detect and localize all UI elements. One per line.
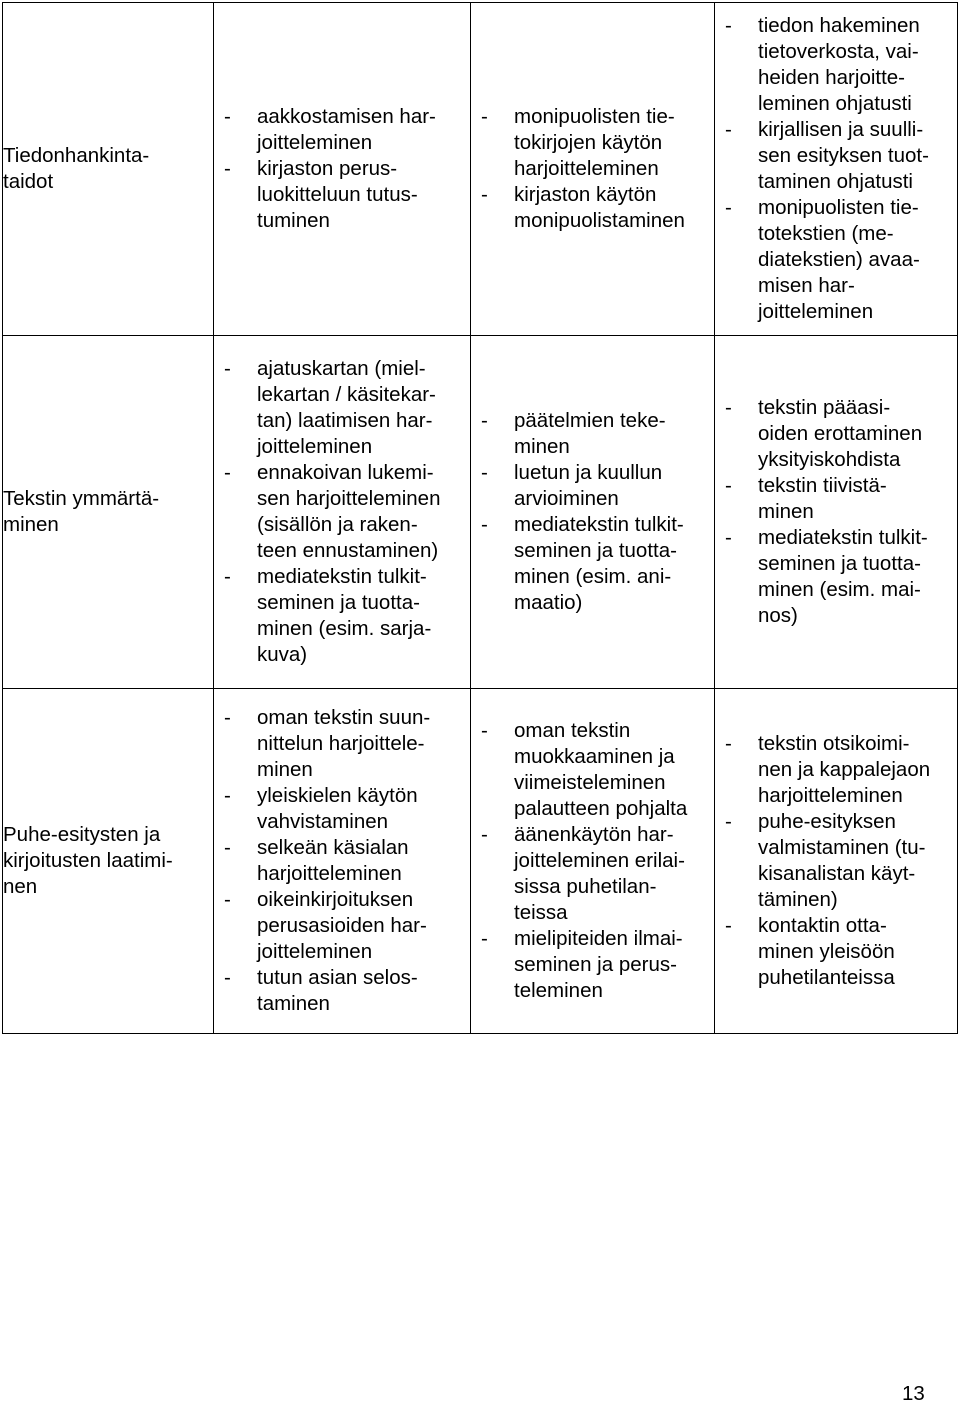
item-list	[214, 104, 470, 234]
list-item	[471, 182, 714, 234]
table-row	[3, 689, 958, 1034]
list-item	[214, 356, 470, 460]
bullet-dash: -	[725, 196, 732, 219]
list-item	[471, 926, 714, 1004]
list-item	[214, 835, 470, 887]
table-cell	[471, 689, 715, 1034]
bullet-dash: -	[224, 836, 231, 859]
table-cell	[715, 689, 958, 1034]
list-item	[214, 783, 470, 835]
table-cell	[715, 3, 958, 336]
item-text: mediatekstin tulkit- seminen ja tuotta- minen (esim. sarja- kuva)	[257, 565, 432, 666]
item-list	[715, 731, 957, 991]
table-row	[3, 336, 958, 689]
bullet-dash: -	[224, 357, 231, 380]
list-item	[715, 13, 957, 117]
item-text: ennakoivan lukemi- sen harjoitteleminen (sisällön ja raken- teen ennustaminen)	[257, 461, 441, 562]
item-text: mielipiteiden ilmai- seminen ja perus- teleminen	[514, 927, 683, 1002]
list-item	[715, 809, 957, 913]
list-item	[715, 525, 957, 629]
bullet-dash: -	[725, 526, 732, 549]
item-list	[715, 395, 957, 629]
item-text: päätelmien teke- minen	[514, 409, 666, 458]
list-item	[471, 460, 714, 512]
bullet-dash: -	[224, 461, 231, 484]
bullet-dash: -	[725, 396, 732, 419]
row-label: Tiedonhankinta- taidot	[3, 3, 214, 336]
item-text: monipuolisten tie- totekstien (me- diatekstien) avaa- misen har- joitteleminen	[758, 196, 920, 323]
bullet-dash: -	[481, 461, 488, 484]
table-cell	[715, 336, 958, 689]
item-text: oman tekstin suun- nittelun harjoittele- minen	[257, 706, 431, 781]
bullet-dash: -	[224, 105, 231, 128]
list-item	[214, 104, 470, 156]
item-list	[471, 104, 714, 234]
table-cell	[214, 3, 471, 336]
bullet-dash: -	[224, 966, 231, 989]
list-item	[715, 117, 957, 195]
item-text: monipuolisten tie- tokirjojen käytön harjoitteleminen	[514, 105, 675, 180]
bullet-dash: -	[725, 14, 732, 37]
item-text: tiedon hakeminen tietoverkosta, vai- heiden harjoitte- leminen ohjatusti	[758, 14, 920, 115]
table-cell	[471, 336, 715, 689]
list-item	[471, 408, 714, 460]
bullet-dash: -	[481, 823, 488, 846]
item-text: selkeän käsialan harjoitteleminen	[257, 836, 409, 885]
list-item	[214, 156, 470, 234]
row-label: Tekstin ymmärtä- minen	[3, 336, 214, 689]
item-text: kirjaston perus- luokitteluun tutus- tuminen	[257, 157, 418, 232]
list-item	[715, 395, 957, 473]
item-text: oikeinkirjoituksen perusasioiden har- joitteleminen	[257, 888, 427, 963]
item-list	[214, 356, 470, 668]
list-item	[214, 965, 470, 1017]
item-list	[471, 718, 714, 1004]
item-text: aakkostamisen har- joitteleminen	[257, 105, 436, 154]
bullet-dash: -	[481, 513, 488, 536]
item-text: tekstin pääasi- oiden erottaminen yksityiskohdista	[758, 396, 923, 471]
bullet-dash: -	[224, 565, 231, 588]
item-text: äänenkäytön har- joitteleminen erilai- sissa puhetilan- teissa	[514, 823, 685, 924]
bullet-dash: -	[725, 810, 732, 833]
item-text: tekstin otsikoimi- nen ja kappalejaon harjoitteleminen	[758, 732, 931, 807]
bullet-dash: -	[725, 914, 732, 937]
list-item	[214, 564, 470, 668]
item-text: tekstin tiivistä- minen	[758, 474, 887, 523]
list-item	[214, 887, 470, 965]
list-item	[715, 195, 957, 325]
item-text: kontaktin otta- minen yleisöön puhetilanteissa	[758, 914, 895, 989]
bullet-dash: -	[725, 732, 732, 755]
item-text: yleiskielen käytön vahvistaminen	[257, 784, 418, 833]
bullet-dash: -	[481, 927, 488, 950]
bullet-dash: -	[481, 105, 488, 128]
page-number: 13	[902, 1382, 925, 1405]
list-item	[715, 731, 957, 809]
bullet-dash: -	[224, 888, 231, 911]
table-cell	[471, 3, 715, 336]
bullet-dash: -	[481, 183, 488, 206]
table-cell	[214, 689, 471, 1034]
bullet-dash: -	[481, 719, 488, 742]
bullet-dash: -	[224, 706, 231, 729]
list-item	[471, 718, 714, 822]
item-list	[214, 705, 470, 1017]
bullet-dash: -	[725, 474, 732, 497]
bullet-dash: -	[725, 118, 732, 141]
bullet-dash: -	[481, 409, 488, 432]
item-text: oman tekstin muokkaaminen ja viimeisteleminen palautteen pohjalta	[514, 719, 688, 820]
table-row	[3, 3, 958, 336]
item-list	[715, 13, 957, 325]
item-text: mediatekstin tulkit- seminen ja tuotta- minen (esim. mai- nos)	[758, 526, 928, 627]
list-item	[471, 512, 714, 616]
row-label: Puhe-esitysten ja kirjoitusten laatimi- nen	[3, 689, 214, 1034]
item-text: luetun ja kuullun arvioiminen	[514, 461, 663, 510]
list-item	[214, 460, 470, 564]
list-item	[471, 822, 714, 926]
table-body	[3, 3, 958, 1034]
curriculum-table	[2, 2, 958, 1034]
item-text: mediatekstin tulkit- seminen ja tuotta- minen (esim. ani- maatio)	[514, 513, 684, 614]
list-item	[715, 473, 957, 525]
list-item	[471, 104, 714, 182]
list-item	[214, 705, 470, 783]
item-text: ajatuskartan (miel- lekartan / käsitekar- tan) laatimisen har- joitteleminen	[257, 357, 436, 458]
item-text: puhe-esityksen valmistaminen (tu- kisanalistan käyt- täminen)	[758, 810, 926, 911]
bullet-dash: -	[224, 157, 231, 180]
item-text: kirjaston käytön monipuolistaminen	[514, 183, 685, 232]
table-cell	[214, 336, 471, 689]
item-list	[471, 408, 714, 616]
item-text: kirjallisen ja suulli- sen esityksen tuot- taminen ohjatusti	[758, 118, 929, 193]
list-item	[715, 913, 957, 991]
bullet-dash: -	[224, 784, 231, 807]
item-text: tutun asian selos- taminen	[257, 966, 418, 1015]
